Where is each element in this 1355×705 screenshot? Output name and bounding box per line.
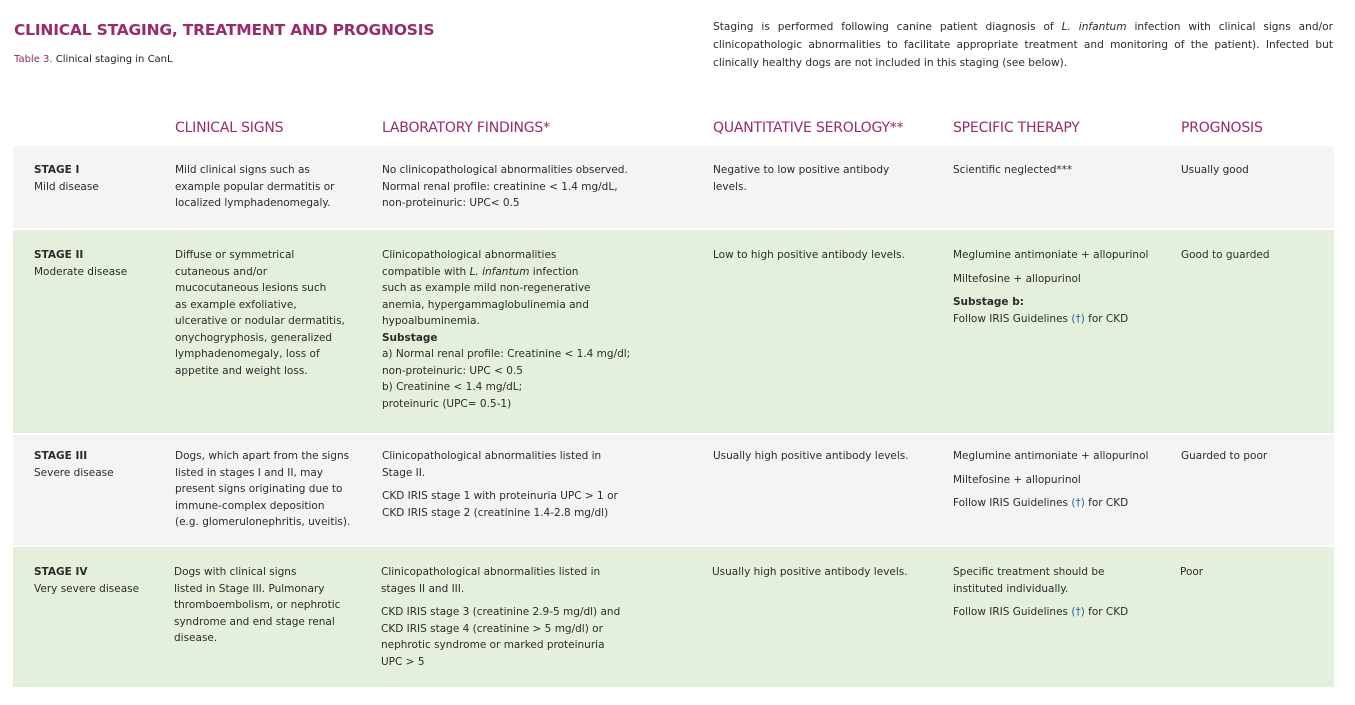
text-line: immune-complex deposition xyxy=(175,499,325,512)
text-line: Usually high positive antibody levels. xyxy=(713,450,909,462)
dagger-link[interactable]: (†) xyxy=(1071,312,1085,325)
serology-cell xyxy=(713,448,909,465)
table-caption-text: Clinical staging in CanL xyxy=(55,54,173,65)
prognosis-cell xyxy=(1181,448,1267,465)
text-line: present signs originating due to xyxy=(175,483,343,495)
text-line: Mild clinical signs such as xyxy=(175,164,310,176)
text-line: CKD IRIS stage 3 (creatinine 2.9-5 mg/dl) and xyxy=(381,606,621,618)
stage-desc: Mild disease xyxy=(34,180,99,193)
serology-cell xyxy=(713,247,905,264)
therapy-cell xyxy=(953,162,1072,179)
text-line: stages II and III. xyxy=(381,582,465,595)
clinical-signs-cell xyxy=(174,564,340,647)
prognosis-value: Poor xyxy=(1180,566,1204,578)
text-line: onychogryphosis, generalized xyxy=(175,331,333,344)
text-line: a) Normal renal profile: Creatinine < 1.4 mg/dl; xyxy=(382,348,631,360)
text-line: CKD IRIS stage 2 (creatinine 1.4-2.8 mg/dl) xyxy=(382,506,609,519)
text-line: non-proteinuric: UPC < 0.5 xyxy=(382,364,523,377)
text-line: Dogs with clinical signs xyxy=(174,566,297,578)
therapy-cell xyxy=(953,448,1148,512)
text-line: ulcerative or nodular dermatitis, xyxy=(175,315,345,327)
text-line: thromboembolism, or nephrotic xyxy=(174,599,341,611)
stage-desc: Moderate disease xyxy=(34,265,128,278)
dagger-link[interactable]: (†) xyxy=(1071,606,1085,618)
stage-cell xyxy=(34,564,139,597)
text-line: Clinicopathological abnormalities listed in xyxy=(381,566,601,578)
lab-findings-cell xyxy=(382,448,618,521)
text-line: Negative to low positive antibody xyxy=(713,164,890,176)
text-line xyxy=(382,264,630,281)
text-line: such as example mild non-regenerative xyxy=(382,282,591,294)
text-part: Follow IRIS Guidelines xyxy=(953,312,1072,325)
lab-findings-cell xyxy=(382,162,628,212)
text-line: Dogs, which apart from the signs xyxy=(175,450,350,462)
text-line: non-proteinuric: UPC< 0.5 xyxy=(382,197,520,209)
page-title: CLINICAL STAGING, TREATMENT AND PROGNOSIS xyxy=(14,21,435,39)
text-line: No clinicopathological abnormalities observed. xyxy=(382,164,628,176)
stage-name: STAGE II xyxy=(34,249,84,261)
prognosis-cell xyxy=(1181,247,1270,264)
text-line: nephrotic syndrome or marked proteinuria xyxy=(381,639,605,651)
dagger-link[interactable]: (†) xyxy=(1071,497,1085,509)
text-line: Scientific neglected*** xyxy=(953,164,1073,176)
table-row-stage-2 xyxy=(13,230,1334,433)
text-line: Usually high positive antibody levels. xyxy=(712,566,908,578)
lab-findings-cell xyxy=(381,564,620,670)
therapy-cell xyxy=(953,564,1128,621)
table-row-stage-1 xyxy=(13,146,1334,228)
intro-species: L. infantum xyxy=(1061,21,1127,33)
text-line: Stage II. xyxy=(382,466,426,479)
guideline-line xyxy=(953,311,1148,328)
text-line: mucocutaneous lesions such xyxy=(175,282,327,294)
text-part: compatible with xyxy=(382,265,470,278)
therapy-line: Meglumine antimoniate + allopurinol xyxy=(953,450,1149,462)
text-line: listed in stages I and II, may xyxy=(175,466,324,479)
table-caption xyxy=(14,54,173,65)
intro-text-2: infection with clinical signs and/or clinicopathologic abnormalities to facilitate appropriate treatment and monitoring of the patient). Infected but clinically healthy dogs are not included in this staging (see below). xyxy=(713,21,1333,69)
text-part: for CKD xyxy=(1084,606,1129,618)
text-line: lymphadenomegaly, loss of xyxy=(175,348,320,360)
text-line: Diffuse or symmetrical xyxy=(175,249,295,261)
guideline-line xyxy=(953,495,1148,512)
text-line: hypoalbuminemia. xyxy=(382,315,480,327)
intro-paragraph xyxy=(713,18,1333,72)
text-line: anemia, hypergammaglobulinemia and xyxy=(382,298,589,311)
table-row-stage-4 xyxy=(13,547,1334,687)
text-line: CKD IRIS stage 1 with proteinuria UPC > 1 or xyxy=(382,490,618,502)
text-part: Follow IRIS Guidelines xyxy=(953,606,1072,618)
text-line: cutaneous and/or xyxy=(175,265,268,278)
stage-cell xyxy=(34,247,127,280)
prognosis-value: Good to guarded xyxy=(1181,249,1270,261)
text-line: disease. xyxy=(174,632,218,644)
col-header-clinical-signs: CLINICAL SIGNS xyxy=(175,120,284,136)
text-part: for CKD xyxy=(1084,312,1129,325)
serology-cell xyxy=(712,564,908,581)
therapy-line: Miltefosine + allopurinol xyxy=(953,473,1081,486)
therapy-line: Specific treatment should be xyxy=(953,566,1105,578)
prognosis-value: Usually good xyxy=(1181,164,1249,176)
prognosis-cell xyxy=(1181,162,1249,179)
prognosis-cell xyxy=(1180,564,1203,581)
stage-desc: Severe disease xyxy=(34,466,114,479)
table-row-stage-3 xyxy=(13,435,1334,545)
text-line: Normal renal profile: creatinine < 1.4 mg/dL, xyxy=(382,180,618,193)
stage-name: STAGE I xyxy=(34,164,80,176)
text-line: b) Creatinine < 1.4 mg/dL; xyxy=(382,381,523,393)
table-label: Table 3. xyxy=(14,54,53,65)
therapy-cell xyxy=(953,247,1148,327)
stage-cell xyxy=(34,448,114,481)
text-part: infection xyxy=(529,265,579,278)
stage-desc: Very severe disease xyxy=(34,582,140,595)
clinical-signs-cell xyxy=(175,448,350,531)
stage-cell xyxy=(34,162,99,195)
text-line: Low to high positive antibody levels. xyxy=(713,249,905,261)
clinical-signs-cell xyxy=(175,247,345,379)
text-line: proteinuric (UPC= 0.5-1) xyxy=(382,397,512,410)
text-line: CKD IRIS stage 4 (creatinine > 5 mg/dl) or xyxy=(381,622,603,635)
text-line: Clinicopathological abnormalities xyxy=(382,249,557,261)
col-header-lab-findings: LABORATORY FINDINGS* xyxy=(382,120,550,136)
serology-cell xyxy=(713,162,889,195)
prognosis-value: Guarded to poor xyxy=(1181,450,1268,462)
text-line: listed in Stage III. Pulmonary xyxy=(174,582,325,595)
substage-label: Substage b: xyxy=(953,296,1024,308)
intro-text-1: Staging is performed following canine patient diagnosis of xyxy=(713,21,1062,33)
therapy-line: Miltefosine + allopurinol xyxy=(953,272,1081,285)
text-part: Follow IRIS Guidelines xyxy=(953,497,1072,509)
stage-name: STAGE III xyxy=(34,450,88,462)
col-header-prognosis: PROGNOSIS xyxy=(1181,120,1263,136)
species-name: L. infantum xyxy=(469,265,530,278)
stage-name: STAGE IV xyxy=(34,566,88,578)
text-line: UPC > 5 xyxy=(381,655,425,668)
text-line: levels. xyxy=(713,180,747,193)
text-line: example popular dermatitis or xyxy=(175,180,335,193)
text-line: syndrome and end stage renal xyxy=(174,615,335,628)
lab-findings-cell xyxy=(382,247,630,412)
guideline-line xyxy=(953,604,1128,621)
text-line: Clinicopathological abnormalities listed in xyxy=(382,450,602,462)
text-line: appetite and weight loss. xyxy=(175,364,308,377)
text-line: as example exfoliative, xyxy=(175,298,297,311)
col-header-therapy: SPECIFIC THERAPY xyxy=(953,120,1080,136)
text-line: localized lymphadenomegaly. xyxy=(175,197,331,209)
text-part: for CKD xyxy=(1084,497,1129,509)
substage-label: Substage xyxy=(382,331,438,344)
therapy-line: instituted individually. xyxy=(953,582,1069,595)
therapy-line: Meglumine antimoniate + allopurinol xyxy=(953,249,1149,261)
clinical-signs-cell xyxy=(175,162,334,212)
col-header-serology: QUANTITATIVE SEROLOGY** xyxy=(713,120,904,136)
text-line: (e.g. glomerulonephritis, uveitis). xyxy=(175,516,351,528)
